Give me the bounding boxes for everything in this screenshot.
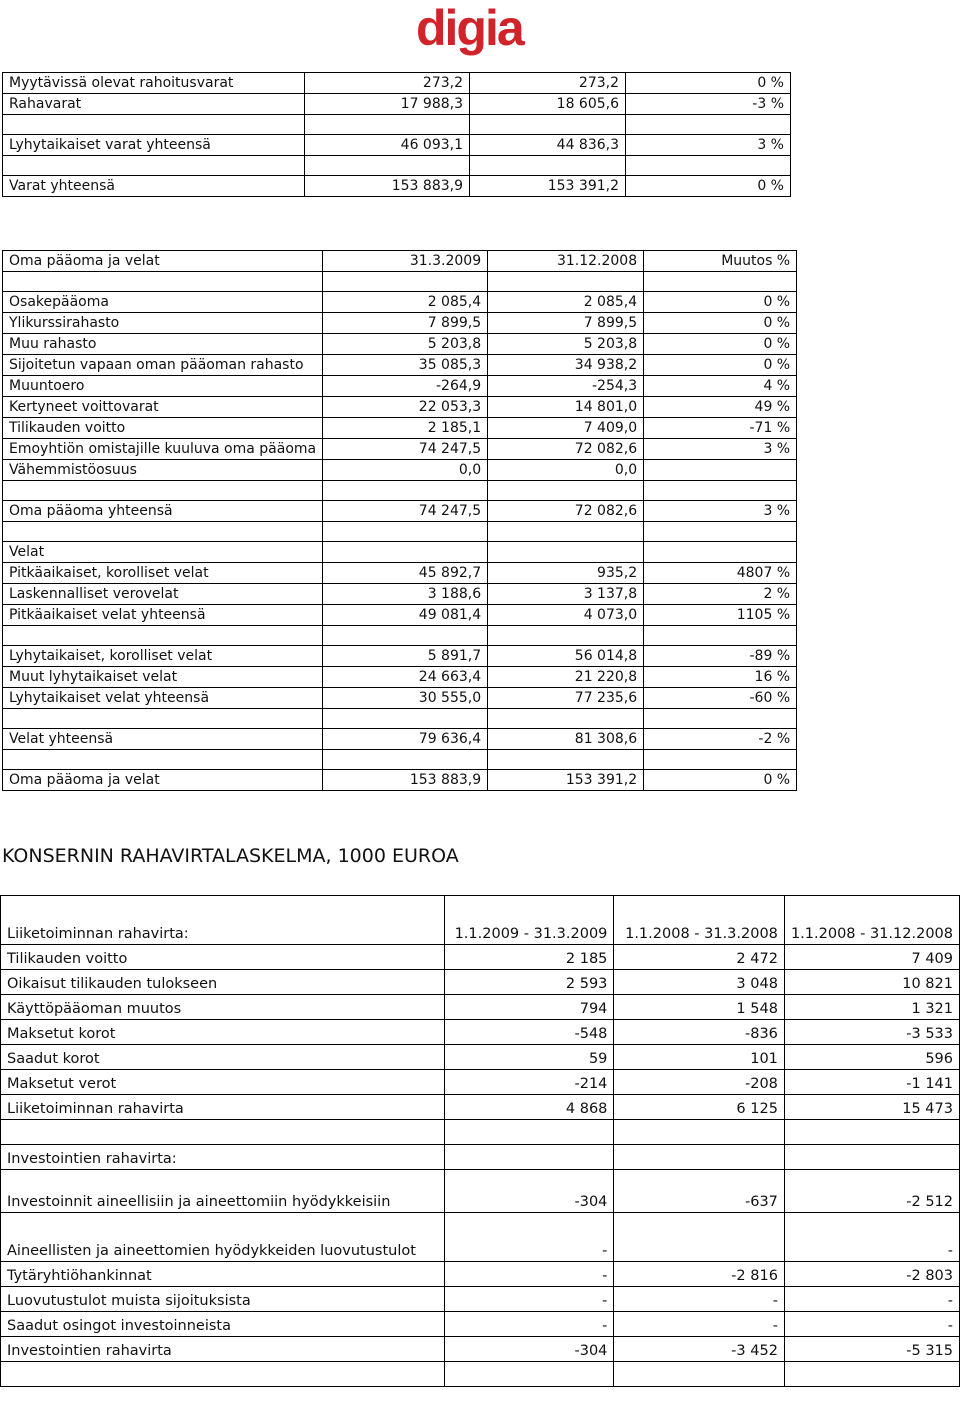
value-fy-2008: -5 315 — [784, 1337, 959, 1362]
value-change — [644, 481, 797, 501]
table-row — [3, 397, 797, 418]
value-fy-2008: -1 141 — [784, 1070, 959, 1095]
value-q1-2008: 1 548 — [614, 995, 785, 1020]
value-change — [644, 460, 797, 481]
table-row — [3, 251, 797, 272]
row-label: Sijoitetun vapaan oman pääoman rahasto — [3, 355, 323, 376]
value-previous: 81 308,6 — [488, 729, 644, 750]
row-label: Laskennalliset verovelat — [3, 584, 323, 605]
value-change: 0 % — [644, 334, 797, 355]
row-label: Oma pääoma ja velat — [3, 770, 323, 791]
value-change — [644, 542, 797, 563]
value-previous: 273,2 — [470, 73, 626, 94]
value-q1-2008 — [614, 1362, 785, 1387]
value-current: 74 247,5 — [323, 439, 488, 460]
value-q1-2008 — [614, 1120, 785, 1145]
value-q1-2008: -3 452 — [614, 1337, 785, 1362]
row-label — [1, 1120, 445, 1145]
row-label: Tilikauden voitto — [1, 945, 445, 970]
table-row — [1, 995, 960, 1020]
row-label: Kertyneet voittovarat — [3, 397, 323, 418]
table-row — [1, 1170, 960, 1213]
value-change: 3 % — [626, 135, 791, 156]
row-label — [3, 750, 323, 770]
value-change: 2 % — [644, 584, 797, 605]
value-change: 0 % — [644, 355, 797, 376]
value-q1-2008: 1.1.2008 - 31.3.2008 — [614, 896, 785, 945]
row-label: Luovutustulot muista sijoituksista — [1, 1287, 445, 1312]
value-previous: 18 605,6 — [470, 94, 626, 115]
digia-logo — [416, 2, 536, 54]
table-row — [1, 1312, 960, 1337]
value-fy-2008: -3 533 — [784, 1020, 959, 1045]
row-label: Lyhytaikaiset, korolliset velat — [3, 646, 323, 667]
table-row — [3, 605, 797, 626]
row-label: Saadut osingot investoinneista — [1, 1312, 445, 1337]
value-q1-2009 — [444, 1362, 614, 1387]
value-previous: 21 220,8 — [488, 667, 644, 688]
value-q1-2008: -637 — [614, 1170, 785, 1213]
row-label: Oikaisut tilikauden tulokseen — [1, 970, 445, 995]
row-label: Varat yhteensä — [3, 176, 305, 197]
table-row — [3, 376, 797, 397]
table-row — [3, 584, 797, 605]
value-previous — [488, 750, 644, 770]
table-row — [3, 334, 797, 355]
row-label: Ylikurssirahasto — [3, 313, 323, 334]
value-q1-2009 — [444, 1120, 614, 1145]
row-label — [3, 626, 323, 646]
value-fy-2008: 10 821 — [784, 970, 959, 995]
value-current — [323, 542, 488, 563]
row-label — [3, 481, 323, 501]
row-label: Käyttöpääoman muutos — [1, 995, 445, 1020]
value-q1-2009: 59 — [444, 1045, 614, 1070]
value-change — [644, 750, 797, 770]
table-row — [1, 1070, 960, 1095]
value-q1-2009: 1.1.2009 - 31.3.2009 — [444, 896, 614, 945]
row-label: Muut lyhytaikaiset velat — [3, 667, 323, 688]
value-previous — [488, 481, 644, 501]
value-current — [323, 626, 488, 646]
value-q1-2008: -2 816 — [614, 1262, 785, 1287]
value-current: 0,0 — [323, 460, 488, 481]
table-row — [1, 1020, 960, 1045]
table-row — [3, 709, 797, 729]
table-row — [3, 563, 797, 584]
assets-table — [2, 72, 791, 197]
value-change — [644, 272, 797, 292]
value-current: -264,9 — [323, 376, 488, 397]
table-row — [3, 418, 797, 439]
value-current — [305, 115, 470, 135]
row-label: Aineellisten ja aineettomien hyödykkeiden luovutustulot — [1, 1213, 445, 1262]
value-current: 5 203,8 — [323, 334, 488, 355]
row-label — [3, 709, 323, 729]
value-previous: 7 409,0 — [488, 418, 644, 439]
value-q1-2008: 6 125 — [614, 1095, 785, 1120]
table-row — [3, 292, 797, 313]
value-previous — [488, 542, 644, 563]
value-q1-2009: 2 593 — [444, 970, 614, 995]
value-q1-2009 — [444, 1145, 614, 1170]
value-q1-2008: 3 048 — [614, 970, 785, 995]
value-previous — [488, 709, 644, 729]
value-current: 74 247,5 — [323, 501, 488, 522]
value-q1-2009: - — [444, 1262, 614, 1287]
value-current: 46 093,1 — [305, 135, 470, 156]
value-fy-2008: 1.1.2008 - 31.12.2008 — [784, 896, 959, 945]
value-current — [323, 522, 488, 542]
table-row — [3, 135, 791, 156]
value-current: 22 053,3 — [323, 397, 488, 418]
row-label: Maksetut verot — [1, 1070, 445, 1095]
value-q1-2009: -548 — [444, 1020, 614, 1045]
value-current: 7 899,5 — [323, 313, 488, 334]
value-change: 1105 % — [644, 605, 797, 626]
value-change — [626, 115, 791, 135]
value-fy-2008: 596 — [784, 1045, 959, 1070]
value-current: 2 185,1 — [323, 418, 488, 439]
table-row — [1, 945, 960, 970]
row-label: Oma pääoma ja velat — [3, 251, 323, 272]
table-row — [3, 272, 797, 292]
value-q1-2009: - — [444, 1287, 614, 1312]
value-q1-2008: -836 — [614, 1020, 785, 1045]
value-previous: 72 082,6 — [488, 501, 644, 522]
value-previous — [470, 156, 626, 176]
value-previous: 7 899,5 — [488, 313, 644, 334]
value-current: 17 988,3 — [305, 94, 470, 115]
row-label: Investointien rahavirta — [1, 1337, 445, 1362]
value-fy-2008: -2 803 — [784, 1262, 959, 1287]
table-row — [3, 688, 797, 709]
value-q1-2008 — [614, 1213, 785, 1262]
row-label: Osakepääoma — [3, 292, 323, 313]
table-row — [3, 646, 797, 667]
value-change — [644, 709, 797, 729]
value-q1-2009: - — [444, 1213, 614, 1262]
row-label: Vähemmistöosuus — [3, 460, 323, 481]
row-label: Liiketoiminnan rahavirta — [1, 1095, 445, 1120]
value-change: 4 % — [644, 376, 797, 397]
value-fy-2008 — [784, 1362, 959, 1387]
table-row — [3, 156, 791, 176]
table-row — [3, 313, 797, 334]
value-q1-2008: - — [614, 1287, 785, 1312]
table-row — [1, 1362, 960, 1387]
row-label: Tytäryhtiöhankinnat — [1, 1262, 445, 1287]
value-fy-2008: - — [784, 1312, 959, 1337]
value-fy-2008: - — [784, 1287, 959, 1312]
row-label: Saadut korot — [1, 1045, 445, 1070]
value-change: 4807 % — [644, 563, 797, 584]
value-previous: 5 203,8 — [488, 334, 644, 355]
row-label: Lyhytaikaiset varat yhteensä — [3, 135, 305, 156]
value-change — [644, 626, 797, 646]
value-change: -89 % — [644, 646, 797, 667]
value-current — [305, 156, 470, 176]
value-previous: 4 073,0 — [488, 605, 644, 626]
value-current: 153 883,9 — [323, 770, 488, 791]
value-fy-2008 — [784, 1120, 959, 1145]
table-row — [3, 439, 797, 460]
row-label: Muuntoero — [3, 376, 323, 397]
table-row — [3, 729, 797, 750]
value-q1-2009: - — [444, 1312, 614, 1337]
equity-liabilities-table — [2, 250, 797, 791]
value-current: 30 555,0 — [323, 688, 488, 709]
value-current: 2 085,4 — [323, 292, 488, 313]
value-previous: 72 082,6 — [488, 439, 644, 460]
row-label: Tilikauden voitto — [3, 418, 323, 439]
value-current: 35 085,3 — [323, 355, 488, 376]
value-previous: 77 235,6 — [488, 688, 644, 709]
row-label — [3, 156, 305, 176]
table-row — [3, 176, 791, 197]
value-previous: 44 836,3 — [470, 135, 626, 156]
value-current: 45 892,7 — [323, 563, 488, 584]
row-label: Investoinnit aineellisiin ja aineettomiin hyödykkeisiin — [1, 1170, 445, 1213]
table-row — [3, 501, 797, 522]
value-fy-2008: 15 473 — [784, 1095, 959, 1120]
table-row — [3, 94, 791, 115]
row-label: Maksetut korot — [1, 1020, 445, 1045]
row-label — [3, 272, 323, 292]
value-change: 0 % — [644, 313, 797, 334]
value-change: -60 % — [644, 688, 797, 709]
value-change: -3 % — [626, 94, 791, 115]
table-row — [3, 770, 797, 791]
value-previous — [470, 115, 626, 135]
value-previous: 153 391,2 — [488, 770, 644, 791]
table-row — [3, 355, 797, 376]
table-row — [1, 1145, 960, 1170]
table-row — [3, 115, 791, 135]
row-label: Pitkäaikaiset, korolliset velat — [3, 563, 323, 584]
value-previous: 14 801,0 — [488, 397, 644, 418]
value-fy-2008 — [784, 1145, 959, 1170]
value-change: 0 % — [644, 292, 797, 313]
value-current — [323, 272, 488, 292]
value-q1-2008: -208 — [614, 1070, 785, 1095]
row-label: Velat yhteensä — [3, 729, 323, 750]
table-row — [1, 1287, 960, 1312]
table-row — [3, 542, 797, 563]
value-change: 16 % — [644, 667, 797, 688]
logo-text: digia — [416, 0, 523, 56]
table-row — [3, 626, 797, 646]
value-change: 0 % — [644, 770, 797, 791]
value-q1-2008: 101 — [614, 1045, 785, 1070]
value-current: 31.3.2009 — [323, 251, 488, 272]
table-row — [3, 522, 797, 542]
row-label: Emoyhtiön omistajille kuuluva oma pääoma — [3, 439, 323, 460]
table-row — [1, 1095, 960, 1120]
value-previous — [488, 626, 644, 646]
value-current: 79 636,4 — [323, 729, 488, 750]
value-change: 49 % — [644, 397, 797, 418]
cashflow-table — [0, 895, 960, 1387]
value-current: 24 663,4 — [323, 667, 488, 688]
table-row — [1, 1337, 960, 1362]
value-previous: 0,0 — [488, 460, 644, 481]
value-q1-2009: -304 — [444, 1337, 614, 1362]
value-previous — [488, 522, 644, 542]
table-row — [3, 667, 797, 688]
value-previous: 3 137,8 — [488, 584, 644, 605]
value-change: Muutos % — [644, 251, 797, 272]
value-previous: 935,2 — [488, 563, 644, 584]
value-current — [323, 481, 488, 501]
value-q1-2009: -214 — [444, 1070, 614, 1095]
row-label — [3, 522, 323, 542]
value-current: 273,2 — [305, 73, 470, 94]
value-q1-2009: 2 185 — [444, 945, 614, 970]
row-label — [3, 115, 305, 135]
value-current: 49 081,4 — [323, 605, 488, 626]
row-label: Investointien rahavirta: — [1, 1145, 445, 1170]
table-row — [3, 460, 797, 481]
value-previous — [488, 272, 644, 292]
value-change: -71 % — [644, 418, 797, 439]
value-change: 3 % — [644, 501, 797, 522]
table-row — [3, 481, 797, 501]
value-previous: 153 391,2 — [470, 176, 626, 197]
table-row — [1, 1120, 960, 1145]
row-label: Pitkäaikaiset velat yhteensä — [3, 605, 323, 626]
row-label — [1, 1362, 445, 1387]
table-row — [1, 896, 960, 945]
value-previous: 34 938,2 — [488, 355, 644, 376]
value-previous: 2 085,4 — [488, 292, 644, 313]
row-label: Myytävissä olevat rahoitusvarat — [3, 73, 305, 94]
value-current: 3 188,6 — [323, 584, 488, 605]
table-row — [3, 750, 797, 770]
value-previous: -254,3 — [488, 376, 644, 397]
row-label: Lyhytaikaiset velat yhteensä — [3, 688, 323, 709]
row-label: Liiketoiminnan rahavirta: — [1, 896, 445, 945]
table-row — [3, 73, 791, 94]
value-fy-2008: 7 409 — [784, 945, 959, 970]
row-label: Rahavarat — [3, 94, 305, 115]
value-q1-2009: 4 868 — [444, 1095, 614, 1120]
value-q1-2008: - — [614, 1312, 785, 1337]
value-change: 3 % — [644, 439, 797, 460]
value-current: 153 883,9 — [305, 176, 470, 197]
cashflow-title: KONSERNIN RAHAVIRTALASKELMA, 1000 EUROA — [2, 845, 459, 867]
value-fy-2008: -2 512 — [784, 1170, 959, 1213]
value-q1-2008: 2 472 — [614, 945, 785, 970]
value-change: -2 % — [644, 729, 797, 750]
row-label: Velat — [3, 542, 323, 563]
value-previous: 56 014,8 — [488, 646, 644, 667]
row-label: Oma pääoma yhteensä — [3, 501, 323, 522]
value-change — [626, 156, 791, 176]
row-label: Muu rahasto — [3, 334, 323, 355]
value-current: 5 891,7 — [323, 646, 488, 667]
value-change: 0 % — [626, 176, 791, 197]
value-current — [323, 709, 488, 729]
value-change: 0 % — [626, 73, 791, 94]
value-q1-2009: -304 — [444, 1170, 614, 1213]
table-row — [1, 1213, 960, 1262]
value-fy-2008: - — [784, 1213, 959, 1262]
table-row — [1, 1262, 960, 1287]
value-fy-2008: 1 321 — [784, 995, 959, 1020]
table-row — [1, 970, 960, 995]
value-previous: 31.12.2008 — [488, 251, 644, 272]
value-q1-2008 — [614, 1145, 785, 1170]
value-q1-2009: 794 — [444, 995, 614, 1020]
value-change — [644, 522, 797, 542]
table-row — [1, 1045, 960, 1070]
value-current — [323, 750, 488, 770]
